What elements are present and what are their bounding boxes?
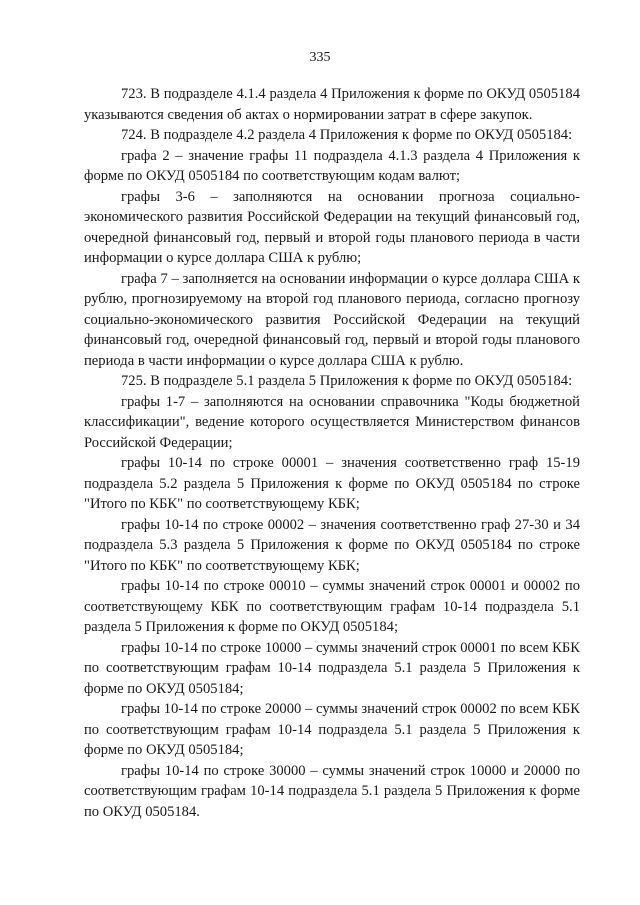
paragraph-724-columns-3-6: графы 3-6 – заполняются на основании прогноза социально-экономического развития Российской Федерации на текущий финансовый год, очередной финансовый год, первый и второй годы планового периода в части информации о курсе доллара США к рублю; bbox=[84, 188, 580, 266]
paragraph-725-row-20000: графы 10-14 по строке 20000 – суммы значений строк 00002 по всем КБК по соответствующим графам 10-14 подраздела 5.1 раздела 5 Приложения к форме по ОКУД 0505184; bbox=[84, 701, 580, 758]
paragraph-725-row-00001: графы 10-14 по строке 00001 – значения соответственно граф 15-19 подраздела 5.2 раздела 5 Приложения к форме по ОКУД 0505184 по строке "Итого по КБК" по соответствующему КБК; bbox=[84, 455, 580, 512]
paragraph-725-row-10000: графы 10-14 по строке 10000 – суммы значений строк 00001 по всем КБК по соответствующим графам 10-14 подраздела 5.1 раздела 5 Приложения к форме по ОКУД 0505184; bbox=[84, 639, 580, 697]
paragraph-724-column-7: графа 7 – заполняется на основании информации о курсе доллара США к рублю, прогнозируемому на второй год планового периода, согласно прогнозу социально-экономического развития Российской Федерации на текущий финансовый год, очередной финансовый год, первый и второй годы планового периода в части информации о курсе доллара США к рублю. bbox=[84, 270, 580, 369]
paragraph-725-row-00010: графы 10-14 по строке 00010 – суммы значений строк 00001 и 00002 по соответствующему КБК по соответствующим графам 10-14 подраздела 5.1 раздела 5 Приложения к форме по ОКУД 0505184; bbox=[84, 578, 580, 635]
page-number: 335 bbox=[309, 50, 331, 65]
paragraph-724-intro: 724. В подразделе 4.2 раздела 4 Приложения к форме по ОКУД 0505184: bbox=[121, 127, 573, 143]
paragraph-723: 723. В подразделе 4.1.4 раздела 4 Приложения к форме по ОКУД 0505184 указываются сведения об актах о нормировании затрат в сфере закупок. bbox=[84, 86, 580, 123]
paragraph-725-row-00002: графы 10-14 по строке 00002 – значения соответственно граф 27-30 и 34 подраздела 5.3 раздела 5 Приложения к форме по ОКУД 0505184 по строке "Итого по КБК" по соответствующему КБК; bbox=[84, 516, 580, 574]
paragraph-725-columns-1-7: графы 1-7 – заполняются на основании справочника "Коды бюджетной классификации", ведение которого осуществляется Министерством финансов Российской Федерации; bbox=[84, 393, 580, 451]
paragraph-724-column-2: графа 2 – значение графы 11 подраздела 4.1.3 раздела 4 Приложения к форме по ОКУД 0505184 по соответствующим кодам валют; bbox=[84, 147, 580, 184]
paragraph-725-row-30000: графы 10-14 по строке 30000 – суммы значений строк 10000 и 20000 по соответствующим графам 10-14 подраздела 5.1 раздела 5 Приложения к форме по ОКУД 0505184. bbox=[84, 762, 580, 820]
paragraph-725-intro: 725. В подразделе 5.1 раздела 5 Приложения к форме по ОКУД 0505184: bbox=[121, 373, 573, 389]
document-body bbox=[84, 84, 580, 822]
